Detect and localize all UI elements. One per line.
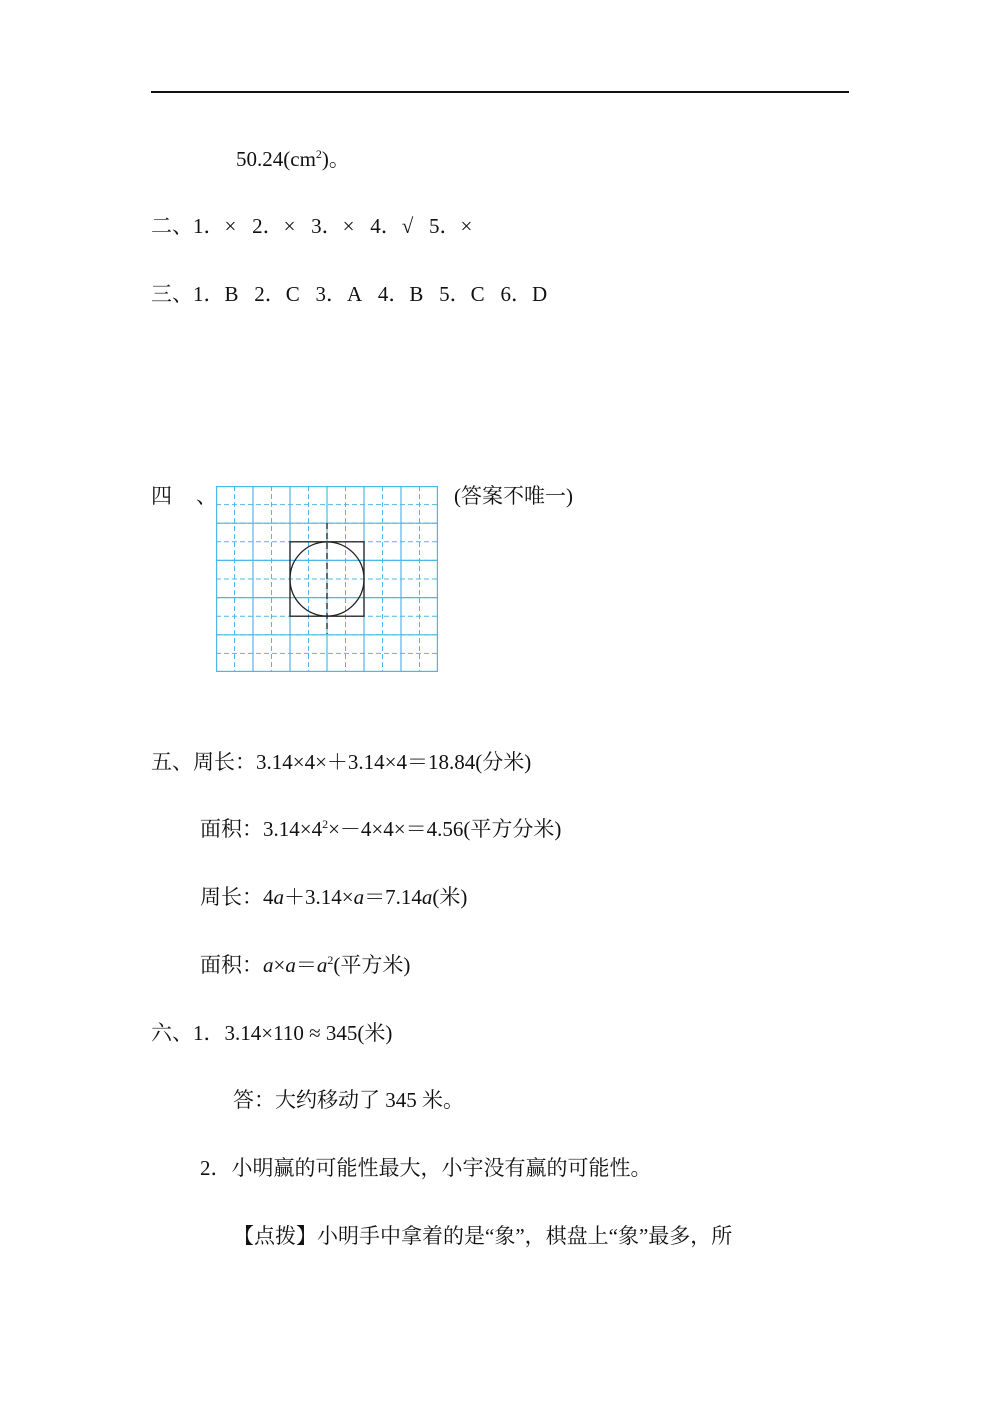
section-4-label	[151, 482, 172, 510]
grid-figure-svg	[216, 486, 438, 672]
area-result-sup: 2	[315, 147, 322, 161]
section-6-q2-answer: 2．小明赢的可能性最大，小宇没有赢的可能性。	[200, 1156, 652, 1180]
section-5-area-1	[200, 815, 561, 843]
perimeter-2-a: 周长：4	[200, 885, 274, 909]
grid-figure	[216, 486, 438, 672]
section-4-comma	[196, 482, 217, 510]
section-4-numeral: 四	[151, 484, 172, 508]
area-result-line	[236, 145, 350, 173]
area-2-d: (平方米)	[333, 953, 411, 977]
area-1-pre: 面积：3.14×4	[200, 817, 323, 841]
perimeter-2-var-3: a	[421, 885, 433, 909]
section-5-area-2	[200, 951, 410, 979]
section-3-answers: 三、1．B 2．C 3．A 4．B 5．C 6．D	[151, 282, 548, 306]
area-2-var-2: a	[285, 953, 296, 977]
area-result-prefix: 50.24(cm	[236, 147, 316, 171]
perimeter-2-var-2: a	[353, 885, 365, 909]
area-1-sup: 2	[322, 817, 329, 831]
area-result-suffix: )。	[321, 147, 350, 171]
perimeter-2-d: (米)	[432, 885, 468, 909]
perimeter-2-c: ＝7.14	[364, 885, 422, 909]
area-2-var-3: a	[316, 953, 328, 977]
section-2-answers: 二、1．× 2．× 3．× 4．√ 5．×	[151, 214, 473, 238]
area-2-sup: 2	[327, 953, 334, 967]
area-2-b: ×	[273, 953, 286, 977]
perimeter-2-var-1: a	[273, 885, 284, 909]
area-2-c: ＝	[295, 953, 317, 977]
section-5-perimeter-1: 五、周长：3.14×4×＋3.14×4＝18.84(分米)	[151, 750, 532, 774]
header-rule	[151, 91, 849, 93]
section-4-note: (答案不唯一)	[454, 484, 573, 508]
section-6-answer: 答：大约移动了 345 米。	[233, 1088, 464, 1112]
perimeter-2-b: ＋3.14×	[284, 885, 354, 909]
section-6-hint: 【点拨】小明手中拿着的是“象”，棋盘上“象”最多，所	[233, 1224, 733, 1248]
area-1-post: ×－4×4×＝4.56(平方分米)	[328, 817, 562, 841]
section-6-calc: 六、1．3.14×110 ≈ 345(米)	[151, 1021, 393, 1045]
area-2-var-1: a	[263, 953, 274, 977]
section-5-perimeter-2	[200, 883, 467, 911]
area-2-a: 面积：	[200, 953, 263, 977]
section-4-comma-text: 、	[196, 484, 217, 508]
